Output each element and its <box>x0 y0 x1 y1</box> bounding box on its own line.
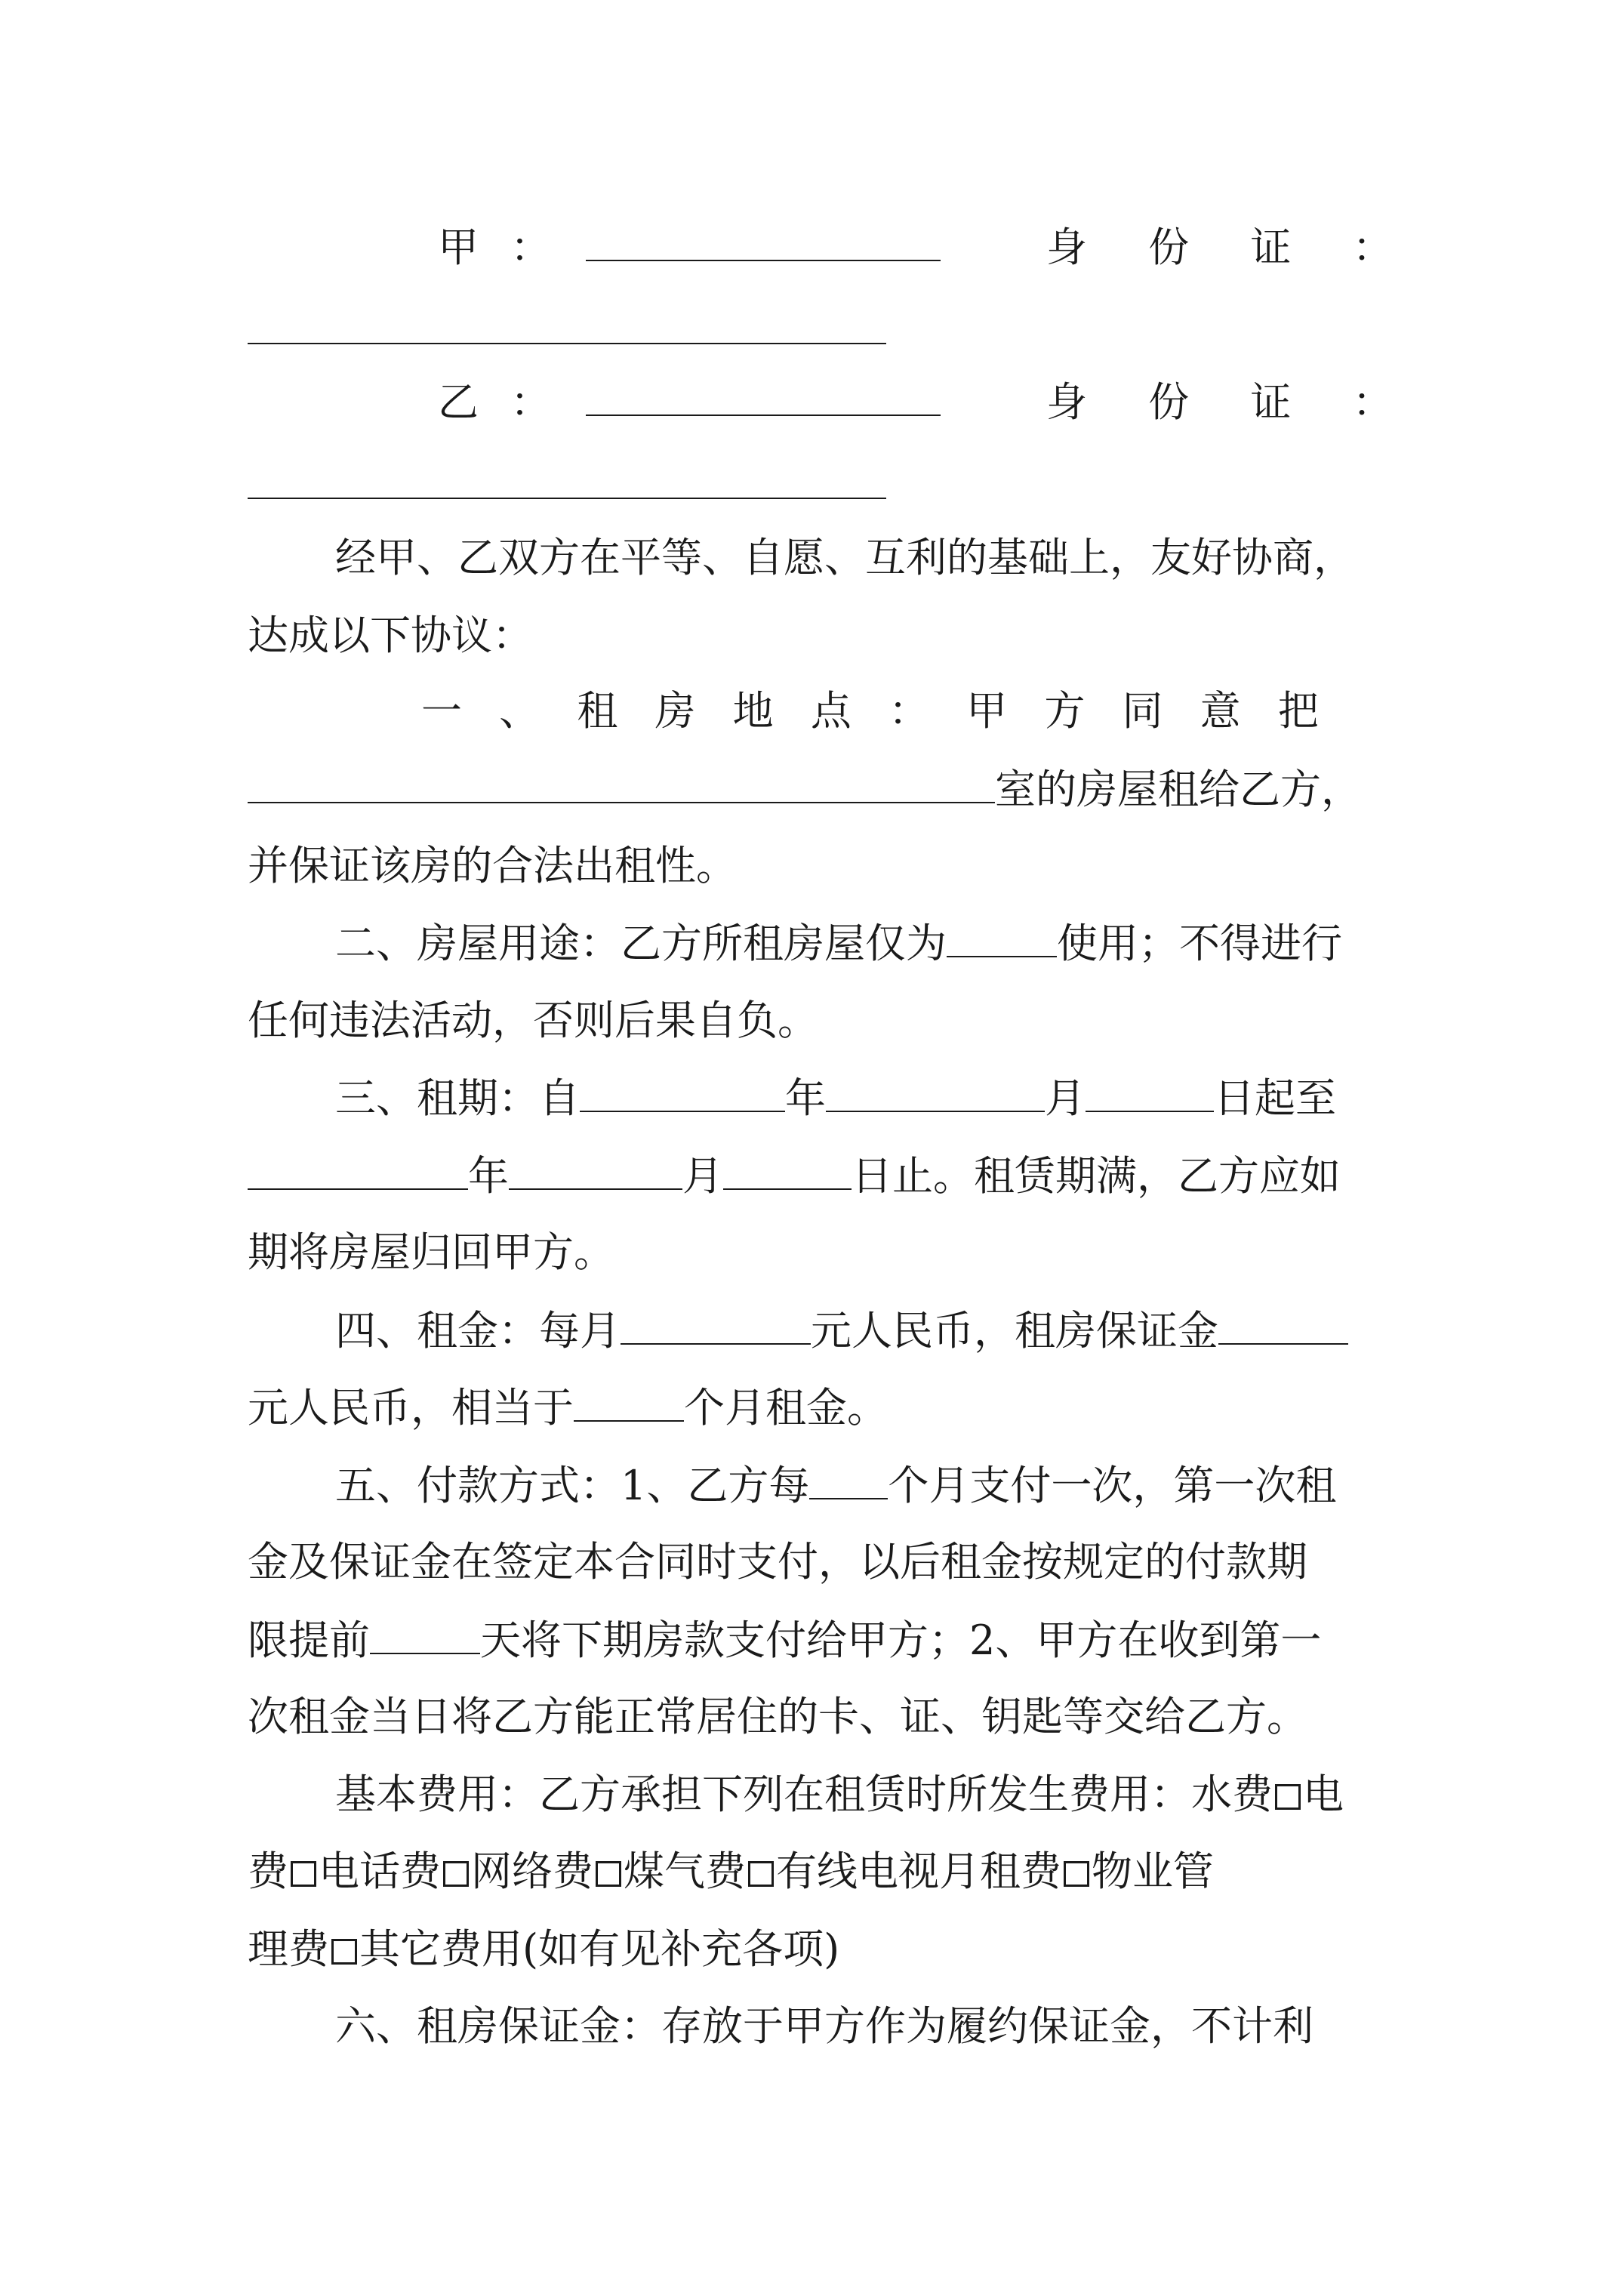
clause1-address-blank[interactable] <box>248 769 995 803</box>
fees-text-f: 煤气费 <box>624 1848 746 1895</box>
clause5-line-2 <box>248 1538 1380 1586</box>
clause6-line-1 <box>248 2002 1380 2050</box>
network-fee-checkbox[interactable] <box>596 1861 621 1887</box>
clause4-text-d: 个月租金。 <box>684 1384 888 1432</box>
clause5-text-b: 个月支付一次，第一次租 <box>888 1462 1337 1509</box>
party-b-id-label: 身 份 证 ： <box>1046 378 1418 426</box>
party-a-name-blank[interactable] <box>586 227 941 261</box>
clause3-line-1 <box>248 1074 1380 1122</box>
intro-line-1 <box>248 534 1380 581</box>
clause5-line-4 <box>248 1693 1380 1740</box>
clause2-text-a: 二、房屋用途：乙方所租房屋仅为 <box>335 920 947 967</box>
clause3-end-year-blank[interactable] <box>248 1155 468 1190</box>
party-b-colon: ： <box>510 378 551 426</box>
clause1-title: 一 、 租 房 地 点 ： 甲 方 同 意 把 <box>421 687 1331 735</box>
clause5-text-4: 次租金当日将乙方能正常居住的卡、证、钥匙等交给乙方。 <box>248 1693 1307 1740</box>
clause2-text-2: 任何违法活动，否则后果自负。 <box>248 997 818 1044</box>
fees-text-h: 物业管 <box>1092 1848 1214 1895</box>
clause3-text-a: 三、租期：自 <box>335 1074 580 1122</box>
party-a-line <box>248 223 1418 271</box>
clause2-line-2 <box>248 997 1380 1044</box>
party-a-id-label: 身 份 证 ： <box>1046 223 1418 271</box>
phone-fee-checkbox[interactable] <box>443 1861 469 1887</box>
party-b-name-blank[interactable] <box>586 381 941 416</box>
clause5-text-d: 天将下期房款支付给甲方；2、甲方在收到第一 <box>480 1616 1322 1664</box>
party-a-colon: ： <box>510 223 551 271</box>
fees-text-i: 理费 <box>248 1925 329 1973</box>
clause2-usage-blank[interactable] <box>947 923 1057 957</box>
clause5-text-a: 五、付款方式：1、乙方每 <box>335 1462 810 1509</box>
water-fee-checkbox[interactable] <box>1275 1784 1301 1810</box>
fees-line-1 <box>248 1771 1380 1818</box>
intro-text-2: 达成以下协议： <box>248 612 533 659</box>
clause4-rent-blank[interactable] <box>621 1310 811 1345</box>
fees-text-e: 网络费 <box>471 1848 593 1895</box>
fees-text-j: 其它费用(如有见补充各项) <box>359 1925 840 1973</box>
clause3-day-end-label: 日止。租赁期满，乙方应如 <box>852 1152 1341 1200</box>
clause1-tail: 室的房屋租给乙方， <box>995 766 1362 813</box>
clause3-year-label: 年 <box>785 1074 826 1122</box>
clause3-end-month-blank[interactable] <box>509 1155 682 1190</box>
clause3-line-2 <box>248 1152 1380 1200</box>
intro-line-2 <box>248 612 1380 659</box>
clause3-end-month-label: 月 <box>682 1152 723 1200</box>
clause4-text-c: 元人民币，相当于 <box>248 1384 574 1432</box>
clause5-line-3 <box>248 1616 1380 1664</box>
clause4-line-2 <box>248 1384 1380 1432</box>
clause4-line-1 <box>248 1307 1380 1354</box>
clause3-end-year-label: 年 <box>468 1152 509 1200</box>
fees-text-b: 电 <box>1303 1771 1344 1818</box>
clause5-text-c: 限提前 <box>248 1616 370 1664</box>
party-b-line <box>248 378 1418 426</box>
clause2-text-b: 使用；不得进行 <box>1057 920 1342 967</box>
fees-text-d: 电话费 <box>319 1848 441 1895</box>
party-a-id-line <box>248 310 1380 351</box>
cable-tv-fee-checkbox[interactable] <box>1064 1861 1089 1887</box>
party-a-label: 甲 <box>438 223 479 271</box>
clause4-text-b: 元人民币，租房保证金 <box>811 1307 1218 1354</box>
fees-line-3 <box>248 1925 1380 1973</box>
clause5-line-1 <box>248 1462 1380 1509</box>
party-b-id-blank[interactable] <box>248 464 886 499</box>
fees-line-2 <box>248 1848 1380 1895</box>
electricity-fee-checkbox[interactable] <box>291 1861 316 1887</box>
party-b-label: 乙 <box>438 378 479 426</box>
clause3-text-3: 期将房屋归回甲方。 <box>248 1228 614 1276</box>
intro-text-1: 经甲、乙双方在平等、自愿、互利的基础上，友好协商， <box>335 534 1354 581</box>
clause2-line-1 <box>248 920 1380 967</box>
fees-text-c: 费 <box>248 1848 288 1895</box>
clause1-line-1 <box>248 687 1380 735</box>
clause3-day-start-label: 日起至 <box>1214 1074 1336 1122</box>
clause4-months-blank[interactable] <box>574 1387 684 1422</box>
clause4-text-a: 四、租金：每月 <box>335 1307 621 1354</box>
party-a-id-blank[interactable] <box>248 310 886 344</box>
clause3-start-year-blank[interactable] <box>580 1077 785 1112</box>
property-fee-checkbox[interactable] <box>331 1939 357 1965</box>
gas-fee-checkbox[interactable] <box>748 1861 774 1887</box>
clause4-deposit-blank[interactable] <box>1218 1310 1348 1345</box>
fees-text-g: 有线电视月租费 <box>776 1848 1061 1895</box>
clause3-month-label: 月 <box>1045 1074 1086 1122</box>
clause5-days-blank[interactable] <box>370 1620 480 1654</box>
party-b-id-line <box>248 464 1380 506</box>
clause3-line-3 <box>248 1228 1380 1276</box>
fees-text-a: 基本费用：乙方承担下列在租赁时所发生费用：水费 <box>335 1771 1273 1818</box>
clause1-text-3: 并保证该房的合法出租性。 <box>248 842 737 889</box>
clause5-period-blank[interactable] <box>809 1465 888 1499</box>
clause3-start-month-blank[interactable] <box>826 1077 1045 1112</box>
clause3-start-day-blank[interactable] <box>1086 1077 1214 1112</box>
clause1-line-2 <box>248 766 1380 813</box>
clause3-end-day-blank[interactable] <box>723 1155 852 1190</box>
clause1-line-3 <box>248 842 1380 889</box>
clause6-text-a: 六、租房保证金：存放于甲方作为履约保证金，不计利 <box>335 2002 1313 2050</box>
clause5-text-2: 金及保证金在签定本合同时支付，以后租金按规定的付款期 <box>248 1538 1307 1586</box>
